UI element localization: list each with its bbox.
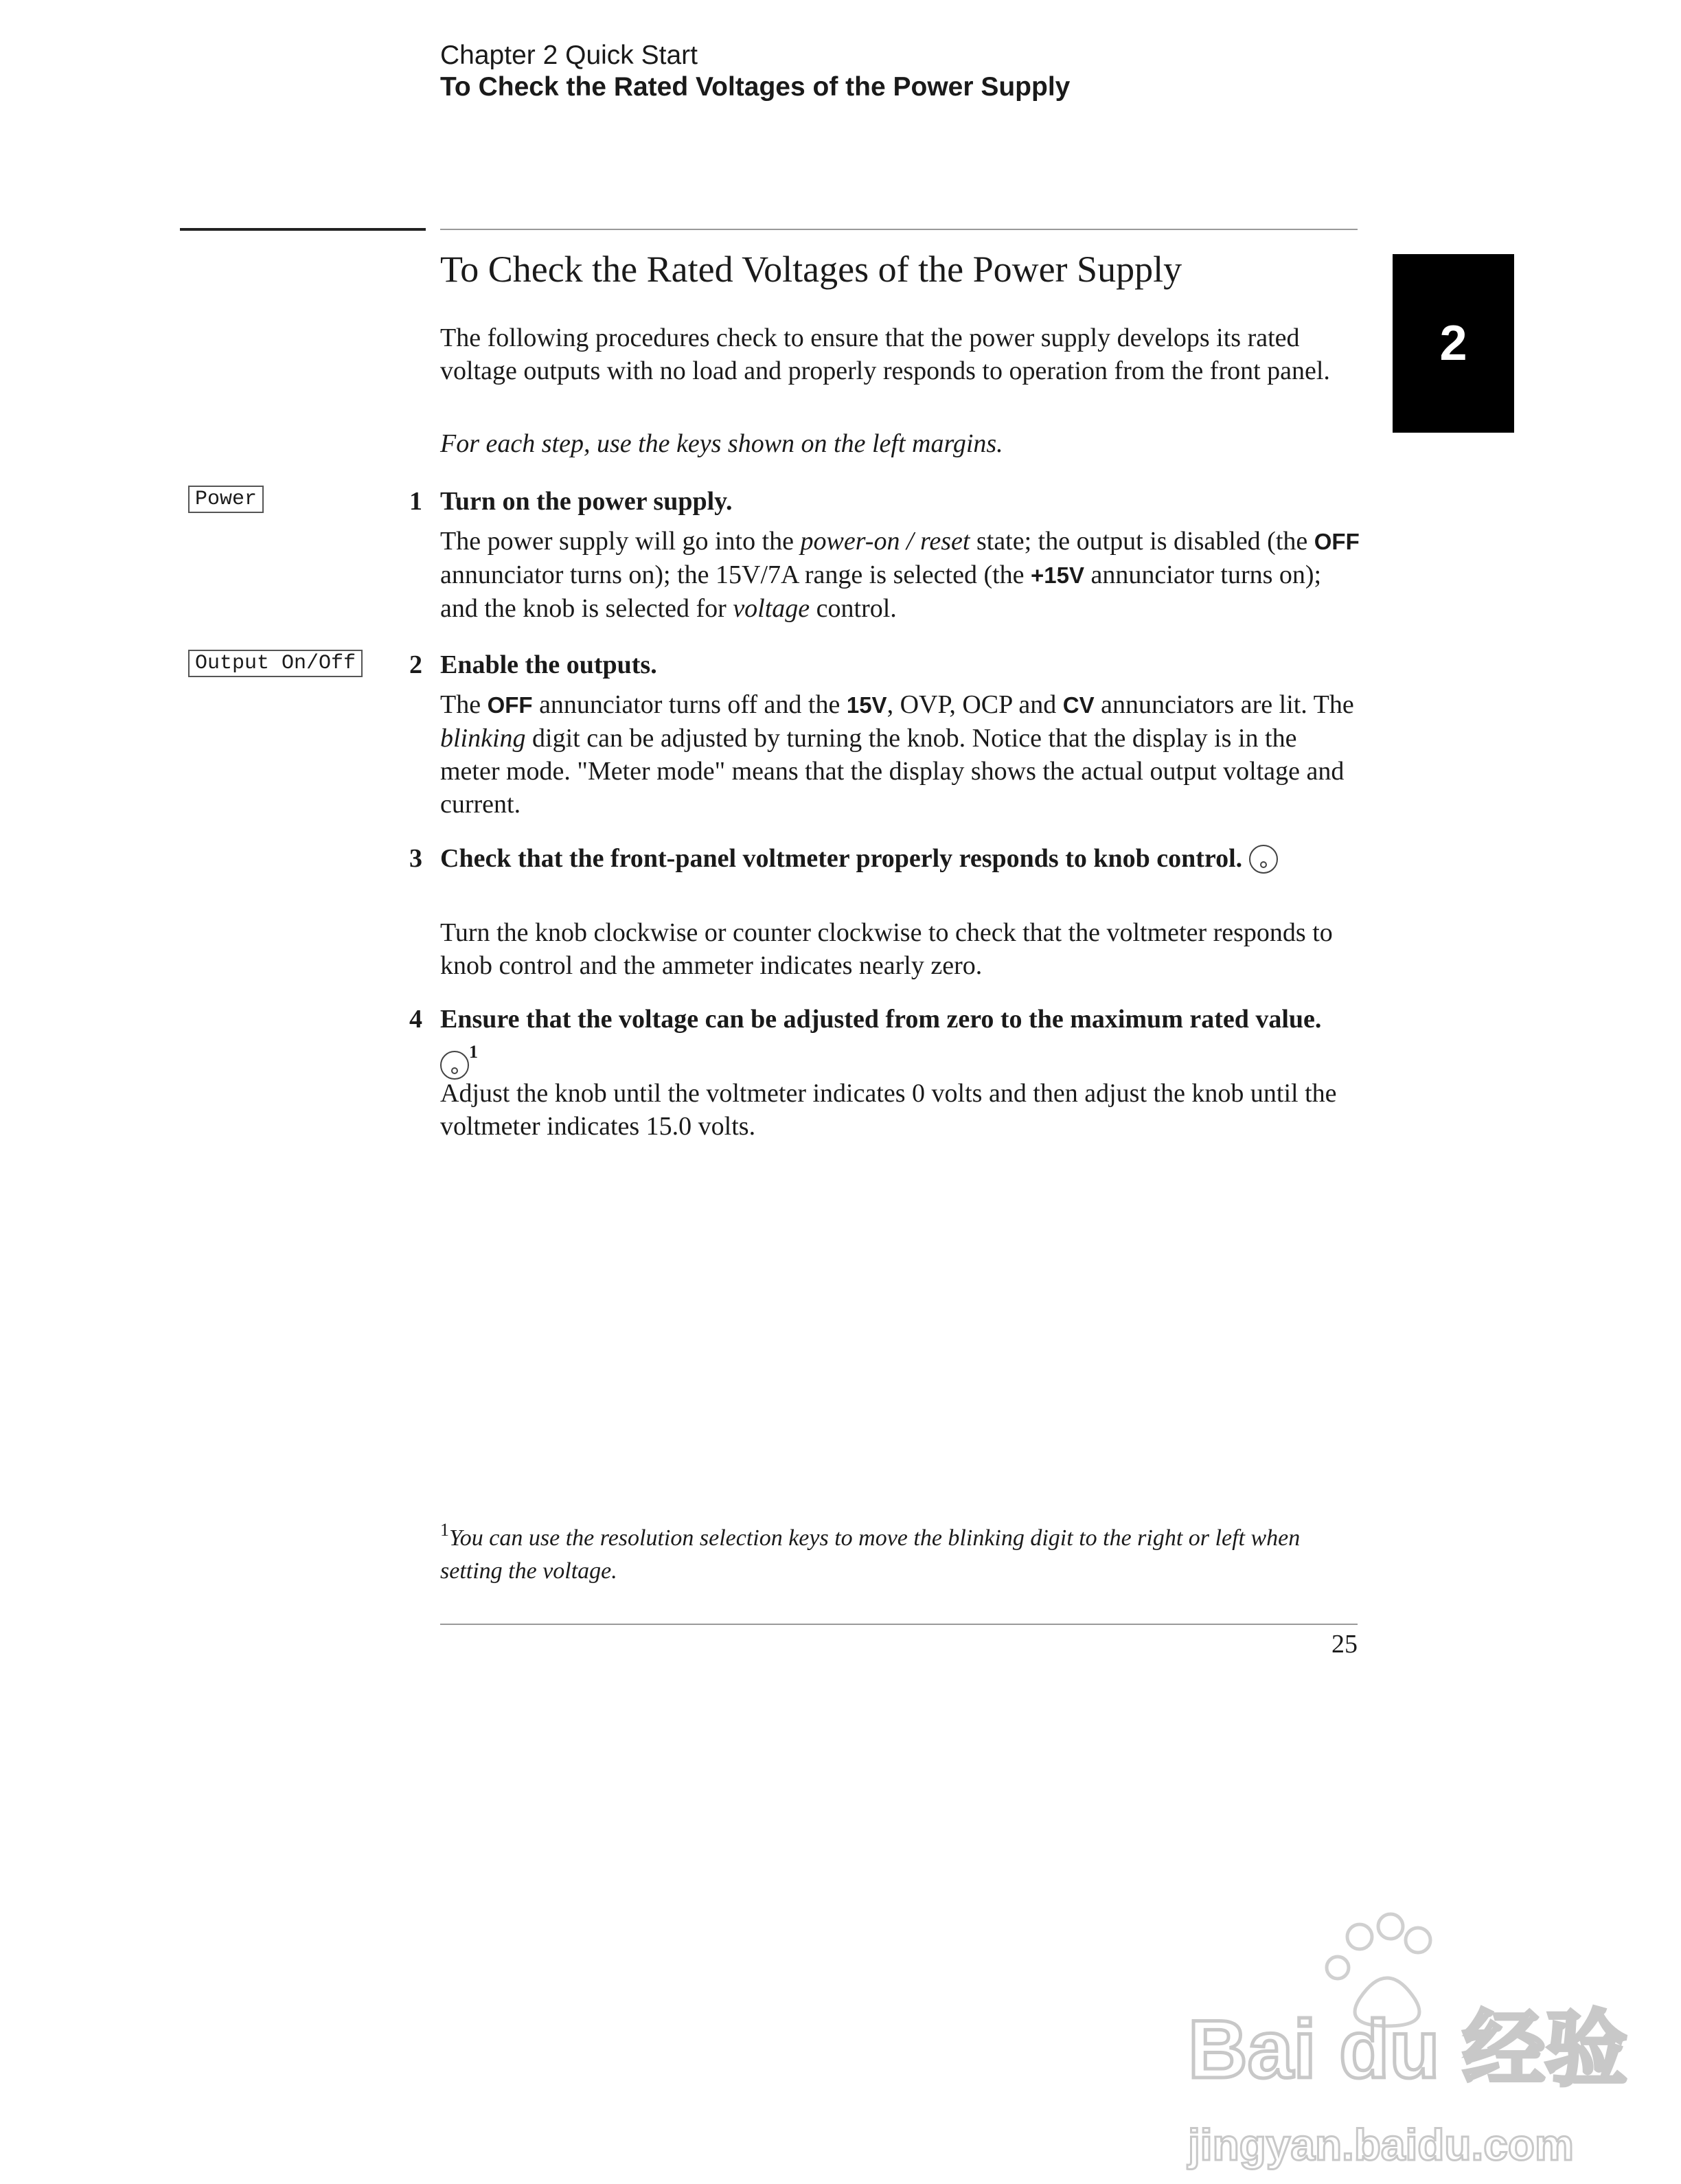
step-2-heading: Enable the outputs. [440,650,657,679]
step-4-heading-block [440,1003,1333,1081]
footnote-reference-1: 1 [469,1042,478,1062]
knob-icon [1249,845,1278,874]
step-1-text-3: annunciator turns on); the 15V/7A range is selected (the [440,560,1031,589]
chapter-tab: 2 [1393,254,1514,433]
step-1-text-1: The power supply will go into the [440,527,801,556]
running-header-title: To Check the Rated Voltages of the Power Supply [440,72,1071,102]
step-2-text-2: annunciator turns off and the [532,690,847,719]
step-1-text-2: state; the output is disabled (the [970,527,1314,556]
step-2-text-5: digit can be adjusted by turning the knob. Notice that the display is in the meter mode. "Meter mode" means that the display shows the actual output voltage and current. [440,724,1345,819]
intro-paragraph: The following procedures check to ensure that the power supply develops its rated voltage outputs with no load and properly responds to operation from the front panel. [440,323,1330,385]
step-1-text-4: annunciator turns on); and the knob is selected for [440,560,1322,623]
step-3-body: Turn the knob clockwise or counter clockwise to check that the voltmeter responds to knob control and the ammeter indicates nearly zero. [440,918,1333,980]
intro-italic-note: For each step, use the keys shown on the left margins. [440,429,1003,458]
step-4-number: 4 [409,1005,422,1034]
section-title: To Check the Rated Voltages of the Power Supply [440,249,1182,290]
baidu-watermark [1174,1896,1628,2184]
step-2-text-3: , OVP, OCP and [887,690,1063,719]
step-2-body [440,688,1360,821]
footnote-mark: 1 [440,1520,449,1540]
step-4-heading: Ensure that the voltage can be adjusted from zero to the maximum rated value. [440,1005,1322,1034]
cv-annunciator-label: CV [1062,692,1095,718]
watermark-url: jingyan.baidu.com [1188,2120,1574,2170]
margin-rule [180,228,426,231]
step-3-number: 3 [409,844,422,873]
step-3-heading: Check that the front-panel voltmeter properly responds to knob control. [440,844,1243,873]
footnote [440,1514,1360,1588]
step-1-body [440,525,1360,625]
footnote-text: You can use the resolution selection keys to move the blinking digit to the right or left when setting the voltage. [440,1525,1301,1584]
15v-annunciator-label: 15V [846,692,887,718]
power-key-label: Power [188,486,264,513]
step-1-italic-voltage: voltage [733,594,810,623]
step-1-text-5: control. [810,594,897,623]
page-number: 25 [1331,1630,1358,1659]
section-rule [440,229,1358,230]
step-1-italic-power-on-reset: power-on / reset [800,527,970,556]
step-2-text-4: annunciators are lit. The [1094,690,1354,719]
output-onoff-key-label: Output On/Off [188,650,363,677]
step-2-number: 2 [409,650,422,679]
plus-15v-annunciator-label: +15V [1031,562,1085,588]
step-2-text-1: The [440,690,488,719]
off-annunciator-label: OFF [487,692,533,718]
step-1-number: 1 [409,487,422,516]
watermark-brand: Bai du 经验 [1188,2003,1628,2095]
step-3-heading-block [440,842,1333,875]
off-annunciator-label: OFF [1314,529,1360,554]
running-header-chapter: Chapter 2 Quick Start [440,41,698,70]
footer-rule [440,1624,1358,1625]
step-2-italic-blinking: blinking [440,724,526,753]
step-1-heading: Turn on the power supply. [440,487,733,516]
step-4-body: Adjust the knob until the voltmeter indicates 0 volts and then adjust the knob until the voltmeter indicates 15.0 volts. [440,1079,1337,1141]
knob-icon [440,1051,469,1080]
